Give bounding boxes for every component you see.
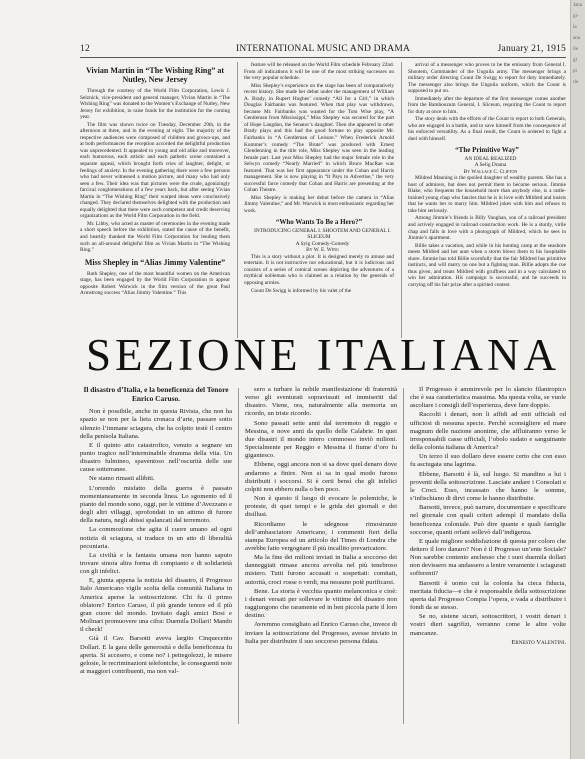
edge-text: gi- (573, 14, 579, 19)
paragraph: Among Jimmie’s friends is Billy Vaughan, son of a railroad president and actively engaged in railroad construction work. He is a sturdy, virile chap and falls in love with a photograph of Mildred, which he sees in Jimmie’s apartment. (408, 215, 566, 242)
edge-text: Janu (573, 3, 583, 8)
paragraph: arrival of a messenger who proves to be the emissary from General I. Shootem, Commander of the Unguila army. The messenger brings a military order directing Count De Swigg to report for duty immediately. The messenger also brings the Unguila uniform, which the Count is supposed to put on. (408, 62, 566, 95)
paragraph: Count De Swigg is informed by his valet of the (251, 287, 352, 294)
paragraph: Billie takes a vacation, and while in his hunting camp at the seashore meets Mildred and her aunt when a storm blows them to his hospitable shore. Jimmie has told Billie scornfully that the fair Mildred has primitive instincts, and will marry no one but a fighting man. Billie adopts the cue thus given, and treats Mildred with gruffness and in a way calculated to win her admiration. His campaign is successful, and he succeeds in carrying off his fair prize after a spirited contest. (408, 242, 566, 288)
article-title-primitive-way: “The Primitive Way” (455, 145, 519, 154)
article-genre: A Selig Drama (474, 162, 507, 169)
paragraph: Barsotti, invece, può narrare, documentare e specificare nel giornale con quali criteri adempì il mandato della beneficenza coloniale. Può dire quante e quali famiglie soccorse, quanti orfani sollevò dall’indigenza. (410, 504, 566, 536)
issue-date: January 21, 1915 (497, 44, 566, 54)
paragraph: Se no, sistene sicuri, sottoscrittori, i vostri denari i vostri dieri sagrifizi, verranno come le altre volte mancanze. (410, 613, 566, 637)
paragraph: Non è questo il luogo di evocare le polemiche, le proteste, di quei tempi e le grida dei giornali e dei disillusi. (245, 495, 397, 519)
paragraph: La civiltà e la fantasia umana non hanno saputo trovare sinora altra forma di compianto e di solidarietà con gli infelici. (80, 551, 232, 576)
paragraph: Miss Shepley is making her debut before the camera in “Alias Jimmy Valentine,” and Mr. Warwick is most enthusiastic regarding her work. (244, 194, 394, 215)
paragraph: Barsotti è uomo cui la colonia ha cieca fiducia, meritata fiducia—e che è responsabile della sottoscrizione aperta dal Progresso Compia l’opera, e vada a distribuire i fondi da se stesso. (410, 579, 566, 612)
edge-text: rie (573, 80, 579, 85)
paragraph: E, giunta appena la notizia del disastro, il Progresso Italo Americano vigile scolta della comunità Italiana in America aperse la sottoscrizione. Chi fu il primo oblatore? Enrico Caruso, il più grande tenore ed il più gran cuore del mondo. Invitato dagli amici Bosi e Molinari promuovere una cifra: Duemila Dollari! Mando il check! (80, 577, 232, 634)
paragraph: Già il Cav. Barsotti aveva largito Cinquecento Dollari. E la gara delle generosità e della beneficenza fu aperta. Si accesero, e come no? i pettegolezzi, le misere gelosie, le recriminazioni telefoniche, le conseguenti noie ai maggiori contribuenti, ma non val- (80, 635, 232, 676)
edge-text: pi (573, 69, 577, 74)
paragraph: The film was shown twice on Tuesday, December 29th, in the afternoon at three, and in the evening at eight. The majority of the respective audiences were composed of children and grown-ups, and at both performances the reception accorded the delightful production was unprecedented. It appealed to young and old alike and moreover, each humorous, each artistic and each pathetic scene contained a separate appeal, which brought forth cries of laughter, delight, or feelings of anxiety. In the evening gathering there were a few persons who had never witnessed a motion picture, and many who had only seen a few. Their idea was that pictures were the crude, agonizingly farcical conglomerations of a few years back, but after seeing Vivian Martin in “The Wishing Ring” their warped ideas were conclusively changed. They declared themselves delighted with the production and equally delighted that there were such competent and credit deserving organizations as the World Film Corporation in the field. (80, 121, 230, 220)
paragraph: The story deals with the efforts of the Count to report to both Generals, who are engaged in a battle, and to save himself from the consequence of his enforced versatility. As a final result, the Count is ordered to fight a duel with himself. (408, 116, 566, 143)
italian-article-title: Il disastro d’Italia, e la beneficenza del Tenore Enrico Caruso. (83, 386, 229, 403)
column-1 (80, 62, 230, 340)
paragraph: Ruth Shepley, one of the most beautiful women on the American stage, has been engaged by the World Film Corporation to appear opposite Robert Warwick in the film version of the great Paul Armstrong success “Alias Jimmy Valentine.” This (80, 270, 230, 297)
paragraph: La commozione che agita il cuore umano ad ogni notizia di sciagura, si traduce in un atto di liberalità pecuniaria. (80, 526, 232, 550)
article-title-hero: “Who Wants To Be a Hero?” (275, 217, 363, 226)
paragraph: Il Progresso è ammirevole per lo slancio filantropico che è sua caratteristica massima. Ma questa volta, se vuole ascoltare i consigli dell’esperienza, deve fare doppio. (410, 386, 566, 410)
column-divider (237, 62, 238, 338)
paragraph: Miss Shepley’s experience on the stage has been of comparatively recent history. She made her debut under the management of William A. Brady, in Rupert Hughes’ comedy “All for a Girl,” in which Douglas Fairbanks was featured. When that play was withdrawn, because Mr. Fairbanks was wanted for the Tom Wise play, “A Gentleman from Mississippi,” Miss Shepley was secured for the part of Hope Langdon, the Senator’s daughter. Then she appeared in other Brady plays and this had the good fortune to play opposite Mr. Fairbanks in “A Gentleman of Leisure.” When Frederick Arnold Kummer’s comedy “The Brute” was produced with Ernest Glendenning in the title role, Miss Shepley was seen in the leading female part. Last year Miss Shepley had the major female role in the Selwyn comedy “Nearly Married” in which Bruce MacRae was featured. That was her first appearance under the Cohan and Harris management. She is now playing in “It Pays to Advertise,” the very successful farce comedy that Cohan and Harris are presenting at the Cohan Theatre. (244, 82, 394, 194)
paragraph: L’orrendo misfatto della guerra è passato momentaneamente in seconda linea. Lo sgomento ed il pianto del mondo sono, oggi, per le vittime d’Avezzano e degli altri villaggi, sprofondati in un attimo di furore della natura, negli abissi spalancati dal terremoto. (80, 484, 232, 525)
paragraph: E quale migliore soddisfazione di questa per coloro che dettero il loro danaro? Non è il Progresso un’ente Sociale? Non sarebbe contento anchesso che i suoi duemila dollari non devissero ma andassero a lenire veramente i sciagurati sofferenti? (410, 537, 566, 578)
paragraph: Raccolti i denari, non li affidi ad enti ufficiali od ufficiosi di nessuna specie. Perchè sconsigliere ed mare magnum delle nazione anonime, che affluiranno verso le irresponsabili casse ufficiali, l’obolo sudato e sanguinante della colonia italiana di America? (410, 411, 566, 452)
italian-column-1 (80, 386, 232, 726)
italian-column-3 (410, 386, 566, 726)
edge-text: ana (573, 36, 580, 41)
section-title: SEZIONE ITALIANA (85, 330, 561, 380)
article-title-alias-jimmy: Miss Shepley in “Alias Jimmy Valentine” (84, 257, 226, 267)
author-signature: Ernesto Valentini. (511, 638, 566, 646)
edge-text: la (573, 25, 577, 30)
page-number: 12 (80, 44, 90, 54)
paragraph: Avremmo consigliato ad Enrico Caruso che, invece di inviare la sottoscrizione del Progresso, avesse inviato in Italia per distribuire il suo soccorso persona fidata. (245, 621, 397, 645)
paragraph: Mr. Libby, who acted as master of ceremonies in the evening made a short speech before the exhibition, stated the cause of the benefit, and heartily thanked the World Film Corporation for lending them such an all-around delightful film as Vivian Martin in “The Wishing Ring.” (80, 220, 230, 254)
paragraph: Ricordiamo le sdegnose rimostranze dell’ambasciatore Americano, i commenti fieri della stampa Europea ed un articolo del Times di Londra che avrebbe fatto vergognare il più incallito prevaricatore. (245, 520, 397, 552)
column-divider (238, 388, 239, 724)
paragraph: Non è possibile, anche in questa Rivista, che non ha spazio se non per la lieta cronaca d’arte, passare sotto silenzio l’immane sciagura, che ha colpito testè il centro della penisola Italiana. (80, 408, 232, 440)
edge-text: lle (573, 47, 578, 52)
paragraph: Ne siamo rimasti allibiti. (89, 475, 155, 483)
article-byline: By Wallace C. Clifton (463, 168, 518, 175)
italian-column-2 (245, 386, 397, 726)
article-byline: By W. E. Wing (306, 247, 339, 254)
publication-title: INTERNATIONAL MUSIC AND DRAMA (235, 44, 411, 54)
article-subtitle: INTRODUCING GENERAL I. SHOOTEM AND GENERAL I. SLICEUM (254, 227, 391, 241)
column-divider (401, 62, 402, 338)
paragraph: This is a story without a plot. It is designed merely to amuse and entertain. It is not instructive nor educational, but it is ludicrous and consists of a series of comical scenes depicting the adventures of a mythical nobleman who is claimed as a relation by the generals of opposing armies. (244, 253, 394, 286)
paragraph: E il quinto atto catastrofico, venuto a segnare un punto tragico nell’interminabile dramma della vita. Un disastro fulmineo, spaventoso nell’oscurità delle sue cause sotterranee. (80, 441, 232, 474)
paragraph: Bene. La storia è vecchia quanto melanconica e cioè: i denari versati per sollevare le vittime del disastro non raggiungono che raramente ed in ben piccola parte il loro destino. (245, 587, 397, 620)
paragraph: Un terzo il suo dollaro deve essere certo che con esso fu asciugata una lagrima. (410, 453, 566, 469)
paragraph: Immediately after the departure of the first messenger comes another from the Bamboozum General, I. Sliceum, requiring the Count to report for duty at once to him. (408, 95, 566, 115)
paragraph: sero a turbare la nobile manifestazione di fraternità verso gli sventurati sopravissuti ed immiseriti dal disastro. Viene, ora, naturalmente alla memoria un ricordo, un triste ricordo. (245, 386, 397, 418)
paragraph: Ma la fine dei milioni inviati in Italia a soccorso dei danneggiati rimase ancora avvolta nel più tenebroso mistero. Tutti furono accusati o sospettati: comitati, autorità, croci rosse o verdi, ma nessuno potè purificarsi. (245, 554, 397, 586)
column-2 (244, 62, 394, 340)
paragraph: Mildred Manning is the spoiled daughter of wealthy parents. She has a host of admirers, but does not permit them to become serious. Jimmie Blake, who frequents the household more than anybody else, is a rattle-brained young chap who fancies that he is in love with Mildred and insists that he wants her to marry him. Mildred jokes with him and refuses to take him seriously. (408, 175, 566, 214)
page-header (80, 44, 566, 58)
column-divider (403, 388, 404, 724)
article-subtitle: AN IDEAL REALIZED (464, 155, 517, 162)
column-3 (408, 62, 566, 340)
paragraph: Ebbene, oggi ancora non si sa dove quel denaro dove andarono a finire. Non si sa in qual modo furono distribuiti i soccorsi. Si è certi bensì che gli infelici colpiti non ebbero nulla o ben poco. (245, 461, 397, 493)
paragraph: Sono passati sette anni dal terremoto di reggio e Messina, e nove anni da quello delle Calabrie. In quei due disastri il mondo intero commosso inviò milioni. Specialmente per Reggio e Messina il fiume d’oro fu gigantesco. (245, 419, 397, 460)
header-rule (80, 57, 566, 58)
edge-text: gl (573, 58, 577, 63)
paragraph: Ebbene, Barsotti è là, sul luogo. Si mandino a lui i proventi della sottoscrizione. Lasciate andare i Consolati e le Croci. Esso, incassato che hanno le somme, s’infischiano di dirvi come le hanno distribuite. (410, 470, 566, 503)
article-title-wishing-ring: Vivian Martin in “The Wishing Ring” at Nutley, New Jersey (85, 66, 225, 84)
paragraph: Through the courtesy of the World Film Corporation, Lewis J. Selznick, vice-president and general manager, Vivian Martin in “The Wishing Ring” was donated to the Women’s Exchange of Nutley, New Jersey for exhibition, to raise funds for the institution for the coming year. (80, 88, 230, 121)
paragraph: feature will be released on the World Film schedule February 22nd. From all indications it will be one of the most striking successes on the very popular schedule. (244, 62, 394, 82)
facing-page-edge (570, 0, 585, 759)
article-genre: A Sylg Comedy-Comedy (295, 240, 350, 247)
